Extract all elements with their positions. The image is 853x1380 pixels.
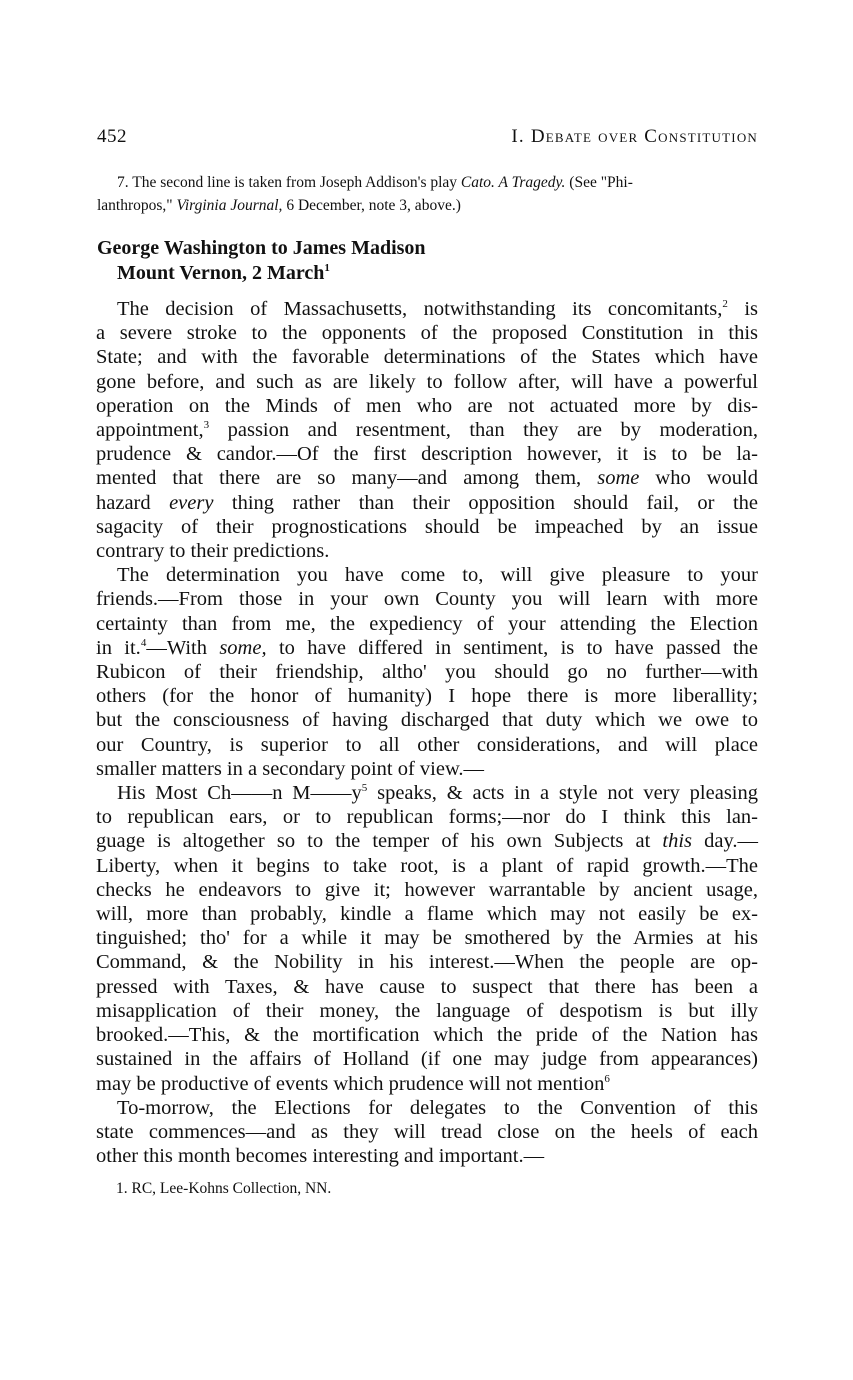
letter-dateline: Mount Vernon, 2 March$^1$ (117, 262, 330, 284)
letter-title: George Washington to James Madison (97, 237, 426, 259)
running-title: I. Debate over Constitution (511, 126, 758, 147)
letter-heading (97, 236, 758, 286)
footnote-ref: 4 (140, 636, 147, 649)
footnote-ref: 5 (361, 782, 368, 795)
footnote-number: 7. (117, 174, 129, 191)
paragraph-2: The determination you have come to, will give pleasure to your friends.—From those in your own County you will learn with more certainty than from me, the expediency of your attending the Election in it.$^4$—With some, to have differed in sentiment, is to have passed the Rubicon of their friendship, altho' you should go no further—with others (for the honor of humanity) I hope there is more liberallity; but the consciousness of having discharged that duty which we owe to our Country, is superior to all other considerations, and will place smaller matters in a secondary point of view.— (96, 564, 758, 780)
bottom-footnote: 1. RC, Lee-Kohns Collection, NN. (116, 1180, 332, 1197)
journal-title: Virginia Journal, (176, 197, 283, 214)
page-number: 452 (97, 126, 127, 147)
cato-title: Cato. A Tragedy. (460, 174, 566, 191)
footnote-ref: 1 (324, 262, 330, 274)
top-footnote: 7. The second line is taken from Joseph Addison's play Cato. A Tragedy. (See "Phi- lanthropos," Virginia Journal, 6 December, note 3, above.) (97, 174, 633, 214)
paragraph-1: The decision of Massachusetts, notwithstanding its concomitants,$^2$ is a severe stroke to the opponents of the proposed Constitution in this State; and with the favorable determinations of the States which have gone before, and such as are likely to follow after, will have a powerful operation on the Minds of men who are not actuated more by dis- appointment,$^3$ passion and resentment, than they are by moderation, prudence & candor.—Of the first description however, it is to be la- mented that there are so many—and among them, some who would hazard every thing rather than their opposition should fail, or the sagacity of their prognostications should be impeached by an issue contrary to their predictions. (96, 298, 759, 563)
footnote-ref: 3 (203, 419, 210, 432)
running-header (97, 124, 758, 152)
footnote-ref: 6 (604, 1072, 610, 1085)
paragraph-3: His Most Ch——n $M——y^5$ speaks, & acts in a style not very pleasing to republican ears, or to republican forms;—nor do I think this lan- guage is altogether so to the temper of his own Subjects at this day.— Liberty, when it begins to take root, is a plant of rapid growth.—The checks he endeavors to give it; however warrantable by ancient usage, will, more than probably, kindle a flame which may not easily be ex- tinguished; tho' for a while it may be smothered by the Armies at his Command, & the Nobility in his interest.—When the people are op- pressed with Taxes, & have cause to suspect that there has been a misapplication of their money, the language of despotism is but illy brooked.—This, & the mortification which the pride of the Nation has sustained in the affairs of Holland (if one may judge from appearances) may be productive of events which prudence will not mention$^6$ (96, 782, 759, 1095)
footnote-ref: 2 (722, 298, 728, 310)
letter-body (96, 297, 758, 1168)
paragraph-4: To-morrow, the Elections for delegates to the Convention of this state commences—and as they will tread close on the heels of each other this month becomes interesting and important.— (96, 1096, 758, 1168)
